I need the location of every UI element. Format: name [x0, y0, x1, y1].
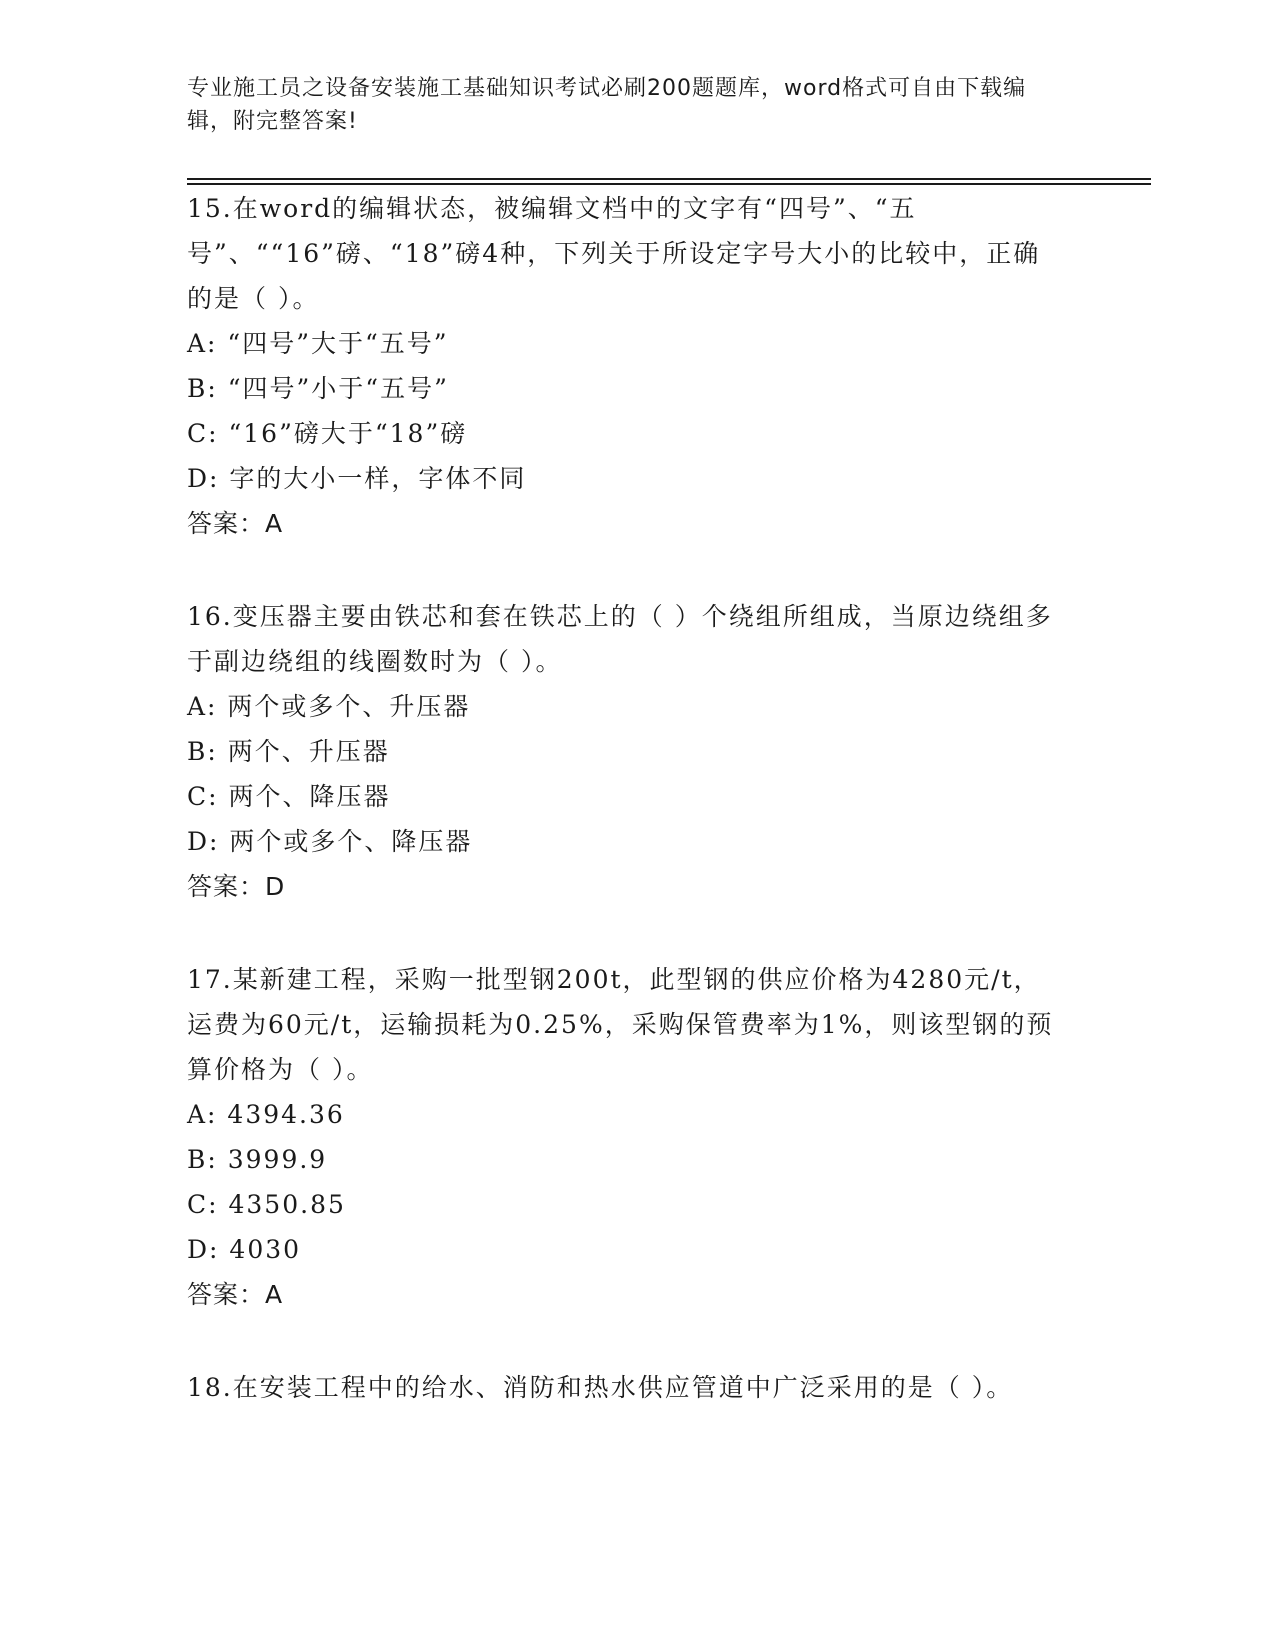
question-spacer	[187, 909, 1067, 957]
question-spacer	[187, 1317, 1067, 1365]
question-stem: 16.变压器主要由铁芯和套在铁芯上的（ ）个绕组所组成，当原边绕组多于副边绕组的线圈数时为（ ）。	[187, 602, 1053, 676]
option-b: B: “四号”小于“五号”	[187, 374, 449, 403]
option-a: A: “四号”大于“五号”	[187, 329, 449, 358]
answer-label: 答案：A	[187, 509, 284, 538]
question-18	[187, 1365, 1067, 1410]
option-b: B: 两个、升压器	[187, 737, 390, 766]
option-d: D: 4030	[187, 1235, 302, 1264]
question-16	[187, 594, 1067, 909]
option-d: D: 字的大小一样，字体不同	[187, 464, 527, 493]
option-c: C: 两个、降压器	[187, 782, 391, 811]
answer-label: 答案：D	[187, 872, 286, 901]
question-stem: 15.在word的编辑状态，被编辑文档中的文字有“四号”、“五号”、““16”磅、“18”磅4种，下列关于所设定字号大小的比较中，正确的是（ ）。	[187, 194, 1041, 313]
question-stem: 18.在安装工程中的给水、消防和热水供应管道中广泛采用的是（ ）。	[187, 1373, 1014, 1402]
option-c: C: “16”磅大于“18”磅	[187, 419, 468, 448]
answer-label: 答案：A	[187, 1280, 284, 1309]
option-a: A: 两个或多个、升压器	[187, 692, 471, 721]
document-header: 专业施工员之设备安装施工基础知识考试必刷200题题库，word格式可自由下载编辑，附完整答案!	[187, 76, 1027, 134]
question-spacer	[187, 546, 1067, 594]
option-a: A: 4394.36	[187, 1100, 345, 1129]
option-b: B: 3999.9	[187, 1145, 328, 1174]
question-15	[187, 186, 1067, 546]
option-c: C: 4350.85	[187, 1190, 346, 1219]
header-rule-top	[187, 178, 1151, 180]
question-stem: 17.某新建工程，采购一批型钢200t，此型钢的供应价格为4280元/t，运费为60元/t，运输损耗为0.25%，采购保管费率为1%，则该型钢的预算价格为（ ）。	[187, 965, 1054, 1084]
question-list	[187, 186, 1067, 1410]
header-rule-bottom	[187, 183, 1151, 185]
question-17	[187, 957, 1067, 1317]
option-d: D: 两个或多个、降压器	[187, 827, 473, 856]
